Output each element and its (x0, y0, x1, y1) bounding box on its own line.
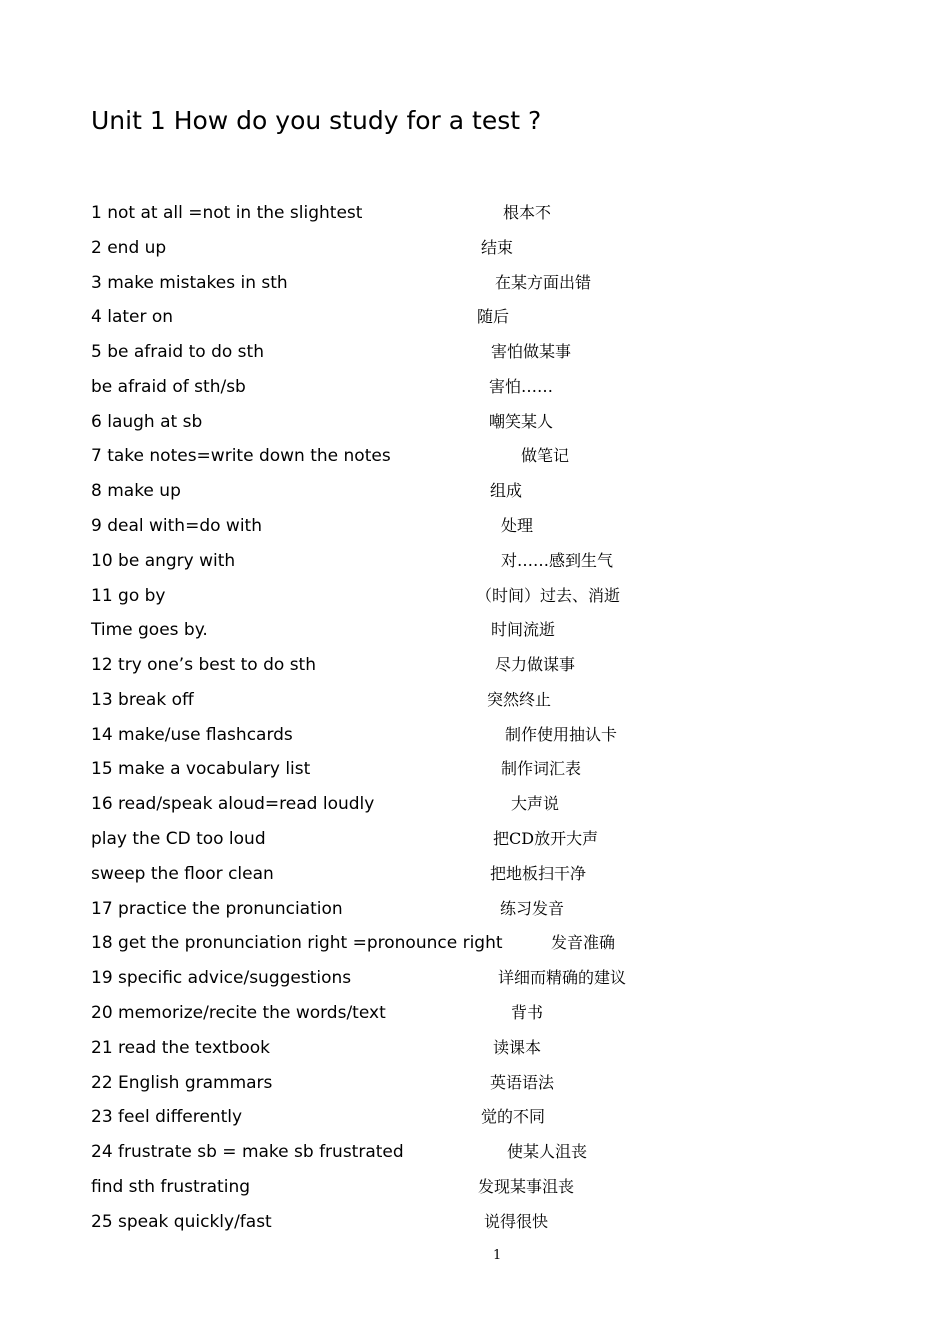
english-phrase: 10 be angry with (91, 550, 236, 571)
english-phrase: 9 deal with=do with (91, 516, 262, 537)
list-item (0, 1100, 950, 1134)
list-item (0, 1066, 950, 1100)
chinese-translation: 英语语法 (490, 1072, 555, 1092)
english-phrase: 18 get the pronunciation right =pronounce right (91, 933, 503, 954)
chinese-translation: 使某人沮丧 (507, 1142, 588, 1162)
english-phrase: sweep the floor clean (91, 863, 274, 884)
chinese-translation: 觉的不同 (481, 1107, 546, 1127)
list-item (0, 1170, 950, 1204)
list-item (0, 509, 950, 543)
english-phrase: 14 make/use flashcards (91, 724, 293, 745)
chinese-translation: 嘲笑某人 (489, 411, 554, 431)
list-item (0, 892, 950, 926)
list-item (0, 439, 950, 473)
chinese-translation: 把地板扫干净 (490, 863, 587, 883)
list-item (0, 231, 950, 265)
list-item (0, 822, 950, 856)
list-item (0, 405, 950, 439)
english-phrase: 1 not at all =not in the slightest (91, 203, 363, 223)
list-item (0, 961, 950, 995)
list-item (0, 335, 950, 369)
english-phrase: 7 take notes=write down the notes (91, 446, 391, 467)
list-item (0, 787, 950, 821)
chinese-translation: 读课本 (493, 1037, 542, 1057)
list-item (0, 1205, 950, 1239)
list-item (0, 683, 950, 717)
english-phrase: 17 practice the pronunciation (91, 898, 343, 919)
chinese-translation: 处理 (501, 516, 534, 536)
english-phrase: 15 make a vocabulary list (91, 759, 311, 780)
chinese-translation: 时间流逝 (491, 620, 556, 640)
list-item (0, 370, 950, 404)
chinese-translation: 做笔记 (521, 446, 570, 466)
chinese-translation: 根本不 (503, 203, 552, 222)
chinese-translation: 练习发音 (500, 898, 565, 918)
list-item (0, 648, 950, 682)
chinese-translation: 说得很快 (484, 1211, 549, 1231)
english-phrase: 4 later on (91, 307, 174, 328)
chinese-translation: 发音准确 (551, 933, 616, 953)
chinese-translation: 突然终止 (487, 689, 552, 709)
page-number: 1 (493, 1248, 502, 1263)
list-item (0, 300, 950, 334)
english-phrase: 24 frustrate sb = make sb frustrated (91, 1142, 404, 1163)
english-phrase: 19 specific advice/suggestions (91, 968, 352, 989)
chinese-translation: 制作词汇表 (501, 759, 582, 779)
english-phrase: 25 speak quickly/fast (91, 1211, 272, 1232)
english-phrase: 12 try one’s best to do sth (91, 655, 316, 676)
list-item (0, 613, 950, 647)
english-phrase: 23 feel differently (91, 1107, 243, 1128)
english-phrase: 8 make up (91, 481, 181, 502)
chinese-translation: 把CD放开大声 (493, 829, 599, 849)
chinese-translation: 组成 (490, 481, 523, 501)
list-item (0, 579, 950, 613)
chinese-translation: 详细而精确的建议 (498, 968, 627, 988)
english-phrase: 6 laugh at sb (91, 411, 203, 432)
chinese-translation: 尽力做谋事 (495, 655, 576, 675)
list-item (0, 544, 950, 578)
english-phrase: Time goes by. (91, 620, 208, 641)
list-item (0, 857, 950, 891)
english-phrase: 13 break off (91, 689, 194, 710)
list-item (0, 266, 950, 300)
list-item (0, 474, 950, 508)
english-phrase: 16 read/speak aloud=read loudly (91, 794, 375, 815)
chinese-translation: 制作使用抽认卡 (505, 724, 618, 744)
list-item (0, 752, 950, 786)
english-phrase: 20 memorize/recite the words/text (91, 1002, 386, 1023)
english-phrase: 11 go by (91, 585, 166, 606)
english-phrase: 21 read the textbook (91, 1037, 271, 1058)
list-item (0, 1031, 950, 1065)
chinese-translation: 对……感到生气 (501, 550, 614, 570)
list-item (0, 1135, 950, 1169)
chinese-translation: 背书 (511, 1002, 544, 1022)
list-item (0, 996, 950, 1030)
page-title: Unit 1 How do you study for a test ? (91, 106, 542, 135)
english-phrase: be afraid of sth/sb (91, 376, 246, 397)
chinese-translation: （时间）过去、消逝 (476, 585, 621, 605)
english-phrase: play the CD too loud (91, 829, 266, 850)
chinese-translation: 大声说 (511, 794, 560, 814)
english-phrase: 3 make mistakes in sth (91, 272, 288, 293)
list-item (0, 196, 950, 230)
chinese-translation: 随后 (477, 307, 510, 327)
english-phrase: 5 be afraid to do sth (91, 342, 264, 363)
chinese-translation: 害怕做某事 (491, 342, 572, 362)
chinese-translation: 害怕…… (489, 376, 554, 396)
list-item (0, 926, 950, 960)
chinese-translation: 发现某事沮丧 (478, 1176, 575, 1196)
chinese-translation: 结束 (481, 237, 514, 257)
english-phrase: 22 English grammars (91, 1072, 273, 1093)
english-phrase: find sth frustrating (91, 1176, 251, 1197)
chinese-translation: 在某方面出错 (495, 272, 592, 292)
english-phrase: 2 end up (91, 237, 167, 258)
list-item (0, 718, 950, 752)
